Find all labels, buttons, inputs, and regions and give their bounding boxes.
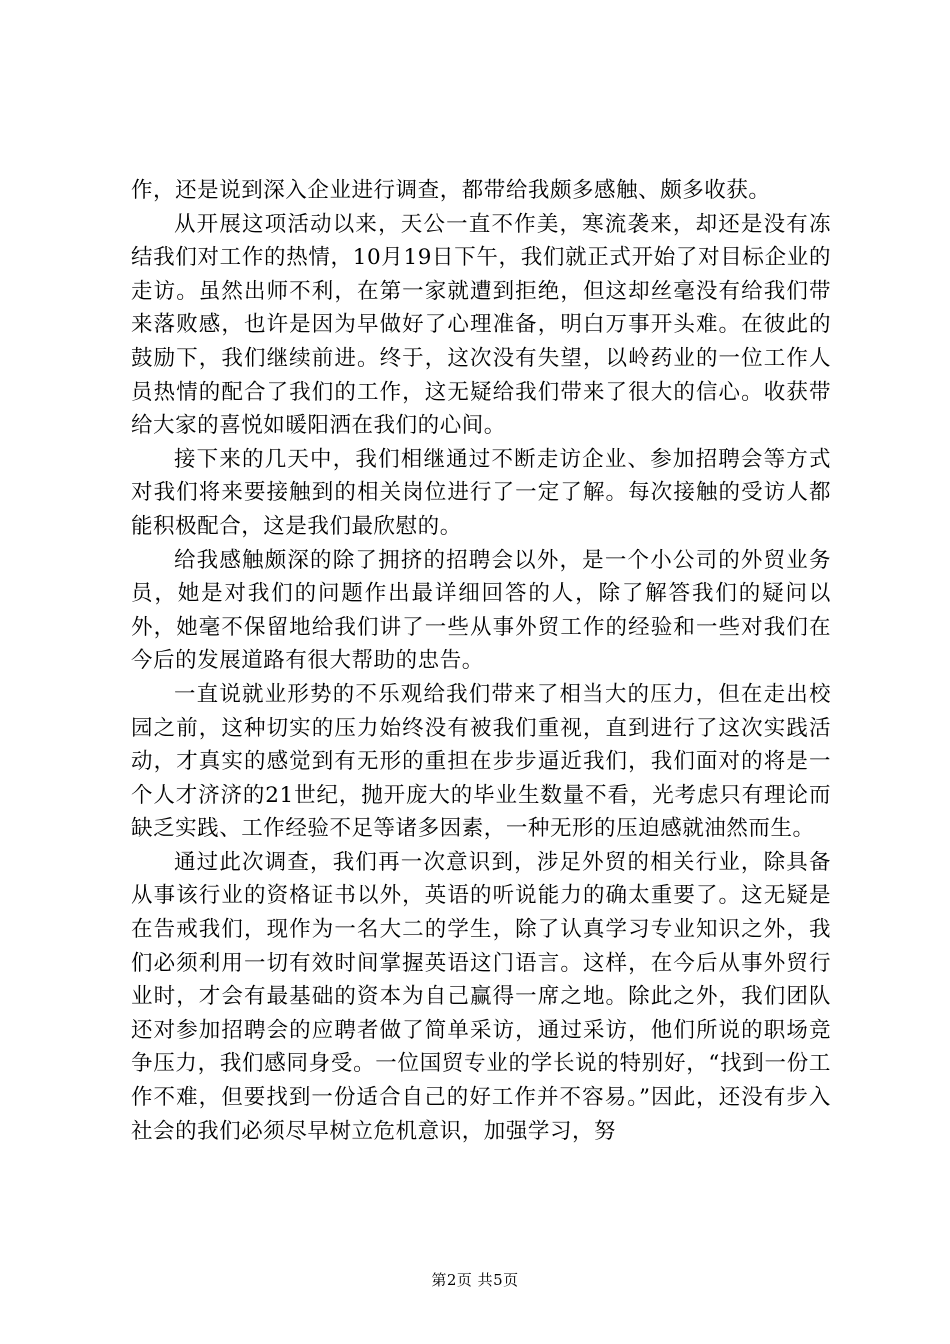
page-number-footer: 第2页 共5页 — [431, 1271, 519, 1289]
paragraph-continuation: 作，还是说到深入企业进行调查，都带给我颇多感触、颇多收获。 — [131, 178, 771, 203]
paragraph: 从开展这项活动以来，天公一直不作美，寒流袭来，却还是没有冻结我们对工作的热情，10月19日下午，我们就正式开始了对目标企业的走访。虽然出师不利，在第一家就遭到拒绝，但这却丝毫没有给我们带来落败感，也许是因为早做好了心理准备，明白万事开头难。在彼此的鼓励下，我们继续前进。终于，这次没有失望，以岭药业的一位工作人员热情的配合了我们的工作，这无疑给我们带来了很大的信心。收获带给大家的喜悦如暖阳洒在我们的心间。 — [131, 211, 831, 439]
paragraph: 通过此次调查，我们再一次意识到，涉足外贸的相关行业，除具备从事该行业的资格证书以外，英语的听说能力的确太重要了。这无疑是在告戒我们，现作为一名大二的学生，除了认真学习专业知识之外，我们必须利用一切有效时间掌握英语这门语言。这样，在今后从事外贸行业时，才会有最基础的资本为自己赢得一席之地。除此之外，我们团队还对参加招聘会的应聘者做了简单采访，通过采访，他们所说的职场竞争压力，我们感同身受。一位国贸专业的学长说的特别好，“找到一份工作不难，但要找到一份适合自己的好工作并不容易。”因此，还没有步入社会的我们必须尽早树立危机意识，加强学习，努 — [131, 849, 831, 1144]
paragraph: 接下来的几天中，我们相继通过不断走访企业、参加招聘会等方式对我们将来要接触到的相关岗位进行了一定了解。每次接触的受访人都能积极配合，这是我们最欣慰的。 — [131, 446, 831, 539]
paragraph: 给我感触颇深的除了拥挤的招聘会以外，是一个小公司的外贸业务员，她是对我们的问题作出最详细回答的人，除了解答我们的疑问以外，她毫不保留地给我们讲了一些从事外贸工作的经验和一些对我们在今后的发展道路有很大帮助的忠告。 — [131, 547, 831, 674]
document-body — [131, 174, 831, 1148]
paragraph: 一直说就业形势的不乐观给我们带来了相当大的压力，但在走出校园之前，这种切实的压力始终没有被我们重视，直到进行了这次实践活动，才真实的感觉到有无形的重担在步步逼近我们，我们面对的将是一个人才济济的21世纪，抛开庞大的毕业生数量不看，光考虑只有理论而缺乏实践、工作经验不足等诸多因素，一种无形的压迫感就油然而生。 — [131, 681, 831, 842]
